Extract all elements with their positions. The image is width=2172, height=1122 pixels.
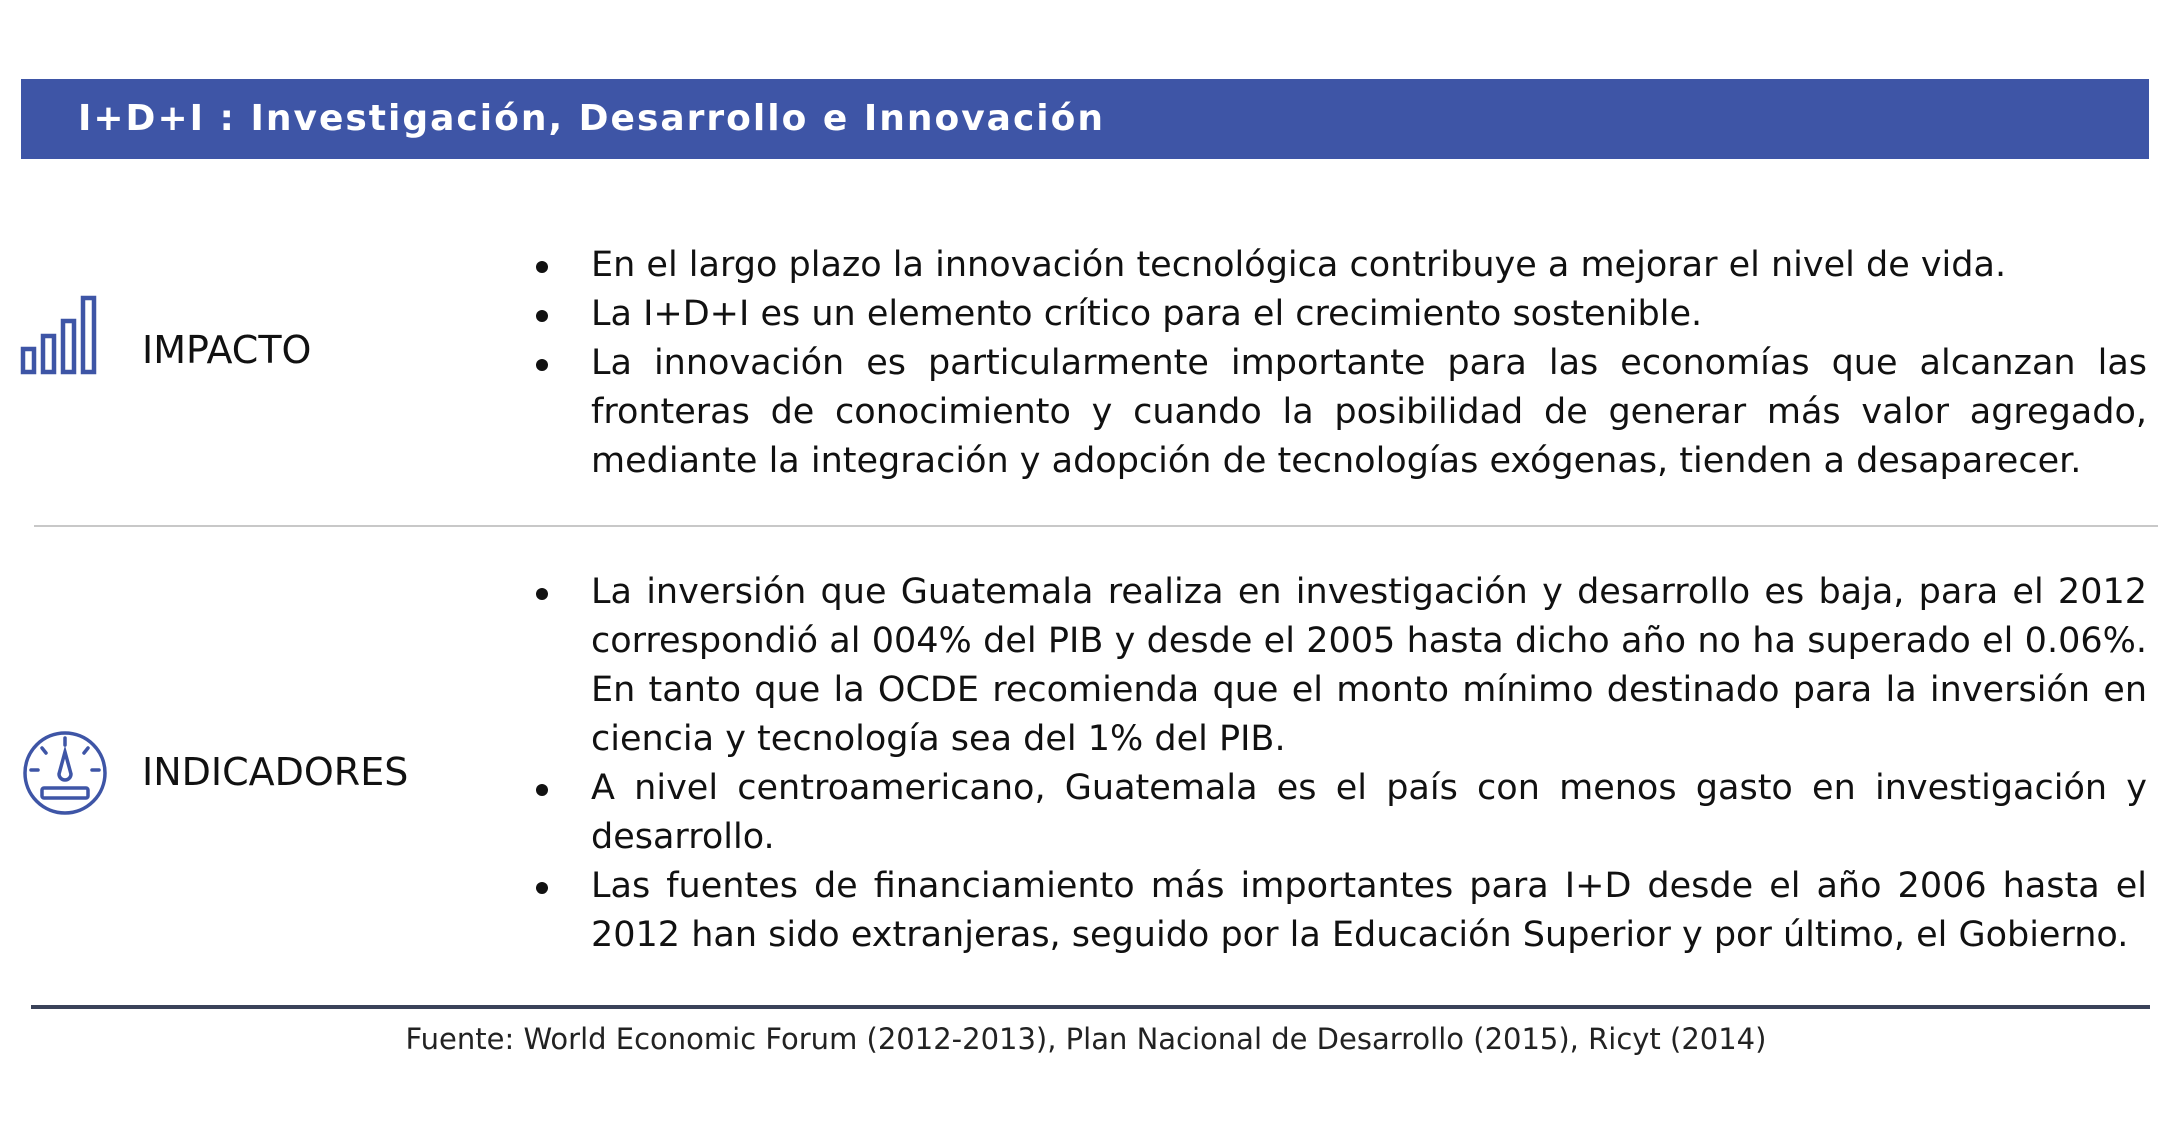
section-impacto <box>0 235 2172 505</box>
section-label-impacto: IMPACTO <box>142 328 312 372</box>
list-item: A nivel centroamericano, Guatemala es el país con menos gasto en investigación y desarrollo. <box>528 764 2147 862</box>
list-item: La inversión que Guatemala realiza en investigación y desarrollo es baja, para el 2012 correspondió al 004% del PIB y desde el 2005 hasta dicho año no ha superado el 0.06%. En tanto que la OCDE recomienda que el monto mínimo destinado para la inversión en ciencia y tecnología sea del 1% del PIB. <box>528 568 2147 764</box>
list-item: La innovación es particularmente importante para las economías que alcanzan las fronteras de conocimiento y cuando la posibilidad de generar más valor agregado, mediante la integración y adopción de tecnologías exógenas, tienden a desaparecer. <box>528 339 2147 486</box>
list-item: En el largo plazo la innovación tecnológica contribuye a mejorar el nivel de vida. <box>528 241 2147 290</box>
list-item: Las fuentes de financiamiento más importantes para I+D desde el año 2006 hasta el 2012 han sido extranjeras, seguido por la Educación Superior y por último, el Gobierno. <box>528 862 2147 960</box>
footer-divider <box>31 1005 2150 1009</box>
page-title: I+D+I : Investigación, Desarrollo e Innovación <box>78 98 1105 139</box>
section-indicadores <box>0 568 2172 968</box>
gauge-icon <box>20 728 110 818</box>
section-divider <box>34 525 2158 527</box>
section-label-indicadores: INDICADORES <box>142 750 409 794</box>
source-note: Fuente: World Economic Forum (2012-2013), Plan Nacional de Desarrollo (2015), Ricyt (2014) <box>405 1022 1767 1056</box>
impacto-bullet-list <box>528 241 2147 486</box>
bar-chart-icon <box>20 295 102 377</box>
header-bar <box>21 79 2149 159</box>
indicadores-bullet-list <box>528 568 2147 960</box>
list-item: La I+D+I es un elemento crítico para el crecimiento sostenible. <box>528 290 2147 339</box>
